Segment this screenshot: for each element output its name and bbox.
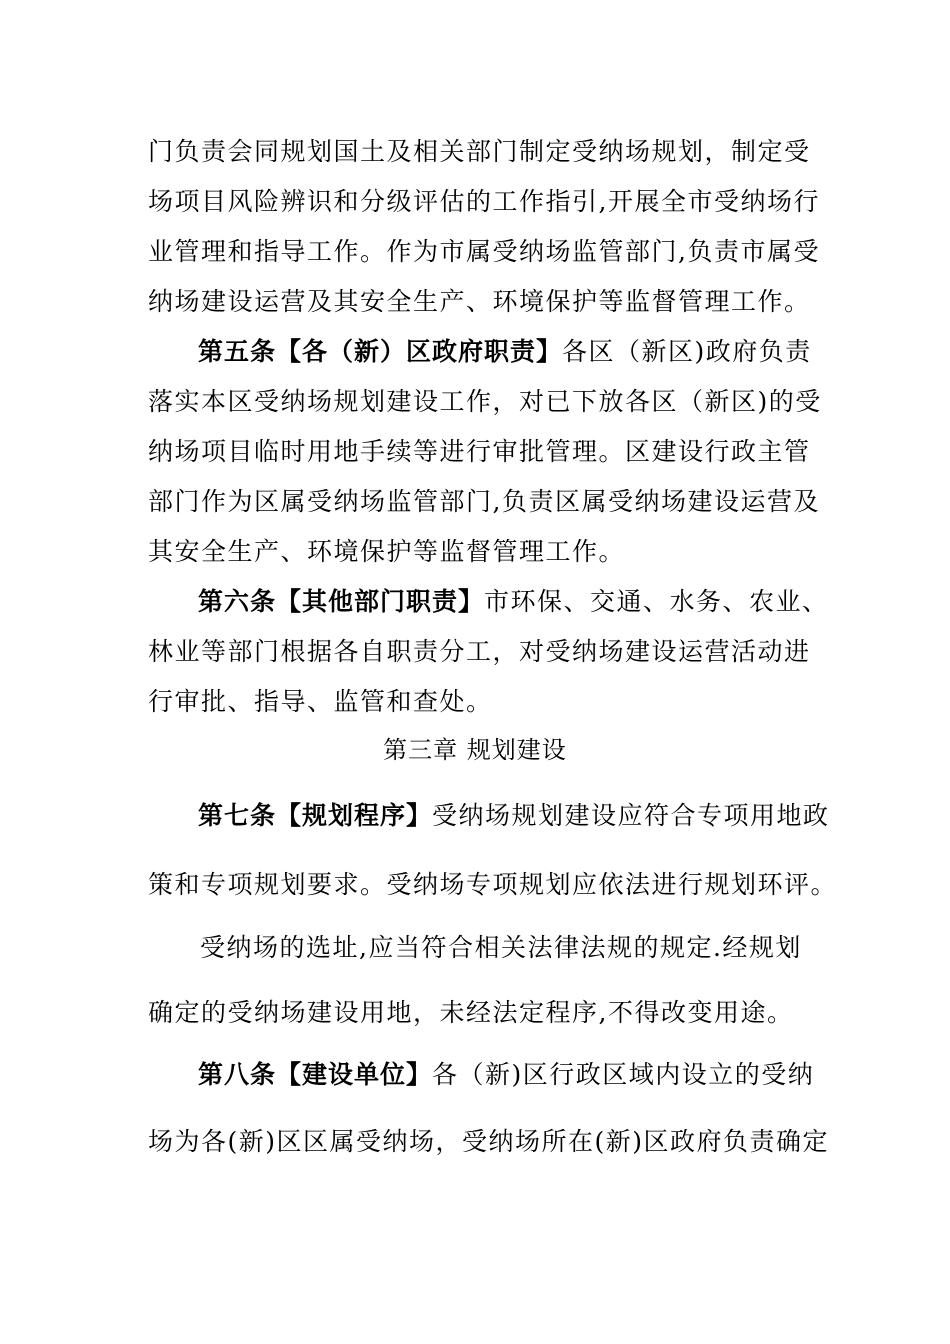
article-5-first-line xyxy=(198,337,812,367)
chapter-title: 第三章 规划建设 xyxy=(383,736,567,764)
article-5-line-3: 纳场项目临时用地手续等进行审批管理。区建设行政主管 xyxy=(148,437,811,466)
article-6-heading: 第六条【其他部门职责】 xyxy=(198,587,485,616)
article-8-first-line xyxy=(198,1060,814,1090)
body-line-2: 场项目风险辨识和分级评估的工作指引,开展全市受纳场行 xyxy=(148,187,820,216)
article-6-line-2: 林业等部门根据各自职责分工，对受纳场建设运营活动进 xyxy=(148,637,811,666)
article-7-first-line xyxy=(198,801,830,831)
article-5-line-5: 其安全生产、环境保护等监督管理工作。 xyxy=(148,537,626,566)
article-8-line-2: 场为各(新)区区属受纳场，受纳场所在(新)区政府负责确定 xyxy=(148,1127,830,1156)
article-6-first-line xyxy=(198,587,829,617)
article-7-heading: 第七条【规划程序】 xyxy=(198,801,433,830)
article-7-text: 受纳场规划建设应符合专项用地政 xyxy=(432,801,830,830)
article-7-para2-line-1: 受纳场的选址,应当符合相关法律法规的规定.经规划 xyxy=(200,933,802,962)
article-7-para2-line-2: 确定的受纳场建设用地，未经法定程序,不得改变用途。 xyxy=(148,998,794,1027)
article-5-text: 各区（新区)政府负责 xyxy=(562,337,812,366)
body-line-4: 纳场建设运营及其安全生产、环境保护等监督管理工作。 xyxy=(148,287,811,316)
article-8-text: 各（新)区行政区域内设立的受纳 xyxy=(432,1060,815,1089)
body-line-3: 业管理和指导工作。作为市属受纳场监管部门,负责市属受 xyxy=(148,237,820,266)
article-6-line-3: 行审批、指导、监管和查处。 xyxy=(148,687,493,716)
article-6-text: 市环保、交通、水务、农业、 xyxy=(484,587,829,616)
article-7-line-2: 策和专项规划要求。受纳场专项规划应依法进行规划环评。 xyxy=(148,870,838,899)
article-5-line-4: 部门作为区属受纳场监管部门,负责区属受纳场建设运营及 xyxy=(148,487,820,516)
article-8-heading: 第八条【建设单位】 xyxy=(198,1060,433,1089)
body-line-1: 门负责会同规划国土及相关部门制定受纳场规划，制定受 xyxy=(148,137,811,166)
article-5-line-2: 落实本区受纳场规划建设工作，对已下放各区（新区)的受 xyxy=(148,387,822,416)
article-5-heading: 第五条【各（新）区政府职责】 xyxy=(198,337,563,366)
